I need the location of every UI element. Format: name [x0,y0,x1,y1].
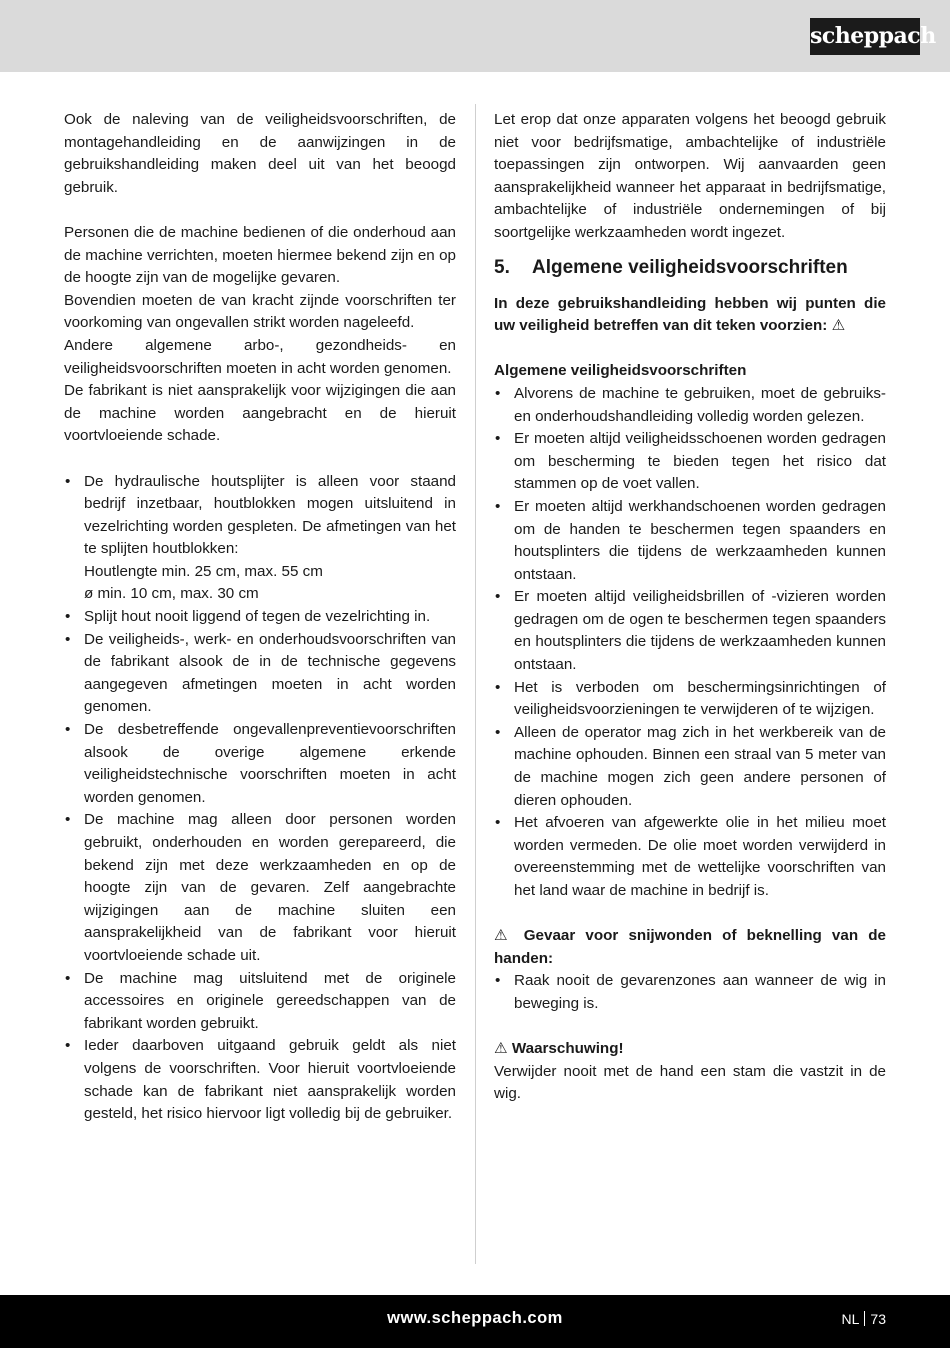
list-item: • De machine mag uitsluitend met de originele accessoires en originele gereedschappen van de fabrikant worden gebruikt. [64,968,456,1036]
list-item: • Alleen de operator mag zich in het werkbereik van de machine ophouden. Binnen een straal van 5 meter van de machine mogen zich geen andere personen of dieren ophouden. [494,722,886,812]
paragraph: Let erop dat onze apparaten volgens het beoogd gebruik niet voor bedrijfsmatige, ambachtelijke of industriële toepassingen zijn ontworpen. Wij aanvaarden geen aansprakelijkheid wanneer het apparaat in bedrijfsmatige, ambachtelijke of industriële ondernemingen of bij soortgelijke werkzaamheden wordt ingezet. [494,111,886,241]
list-item: • Er moeten altijd werkhandschoenen worden gedragen om de handen te beschermen tegen spaanders en houtsplinters die tijdens de werkzaamheden kunnen ontstaan. [494,496,886,586]
right-column [494,109,886,1106]
warning-triangle-icon: ⚠ [494,927,514,945]
warning-triangle-icon: ⚠ [494,1040,508,1058]
column-divider [475,104,476,1264]
left-column [64,109,456,1126]
list-item: • De machine mag alleen door personen worden gebruikt, onderhouden en worden gerepareerd, die bekend zijn met deze werkzaamheden en op de hoogte zijn van de gevaren. Zelf aangebrachte wijzigingen aan de machine sluiten een aansprakelijkheid van de fabrikant voor hieruit voortvloeiende schade uit. [64,809,456,967]
section-number: 5. [494,256,510,278]
list-item: • Ieder daarboven uitgaand gebruik geldt als niet volgens de voorschriften. Voor hieruit voortvloeiende schade kan de fabrikant niet aansprakelijk worden gesteld, het risico hiervoor ligt volledig bij de gebruiker. [64,1035,456,1125]
safety-intro: In deze gebruikshandleiding hebben wij punten die uw veiligheid betreffen van dit teken voorzien: ⚠ [494,294,886,335]
list-item: • Raak nooit de gevarenzones aan wanneer de wig in beweging is. [494,970,886,1015]
list-item: • Alvorens de machine te gebruiken, moet de gebruiks- en onderhoudshandleiding volledig worden gelezen. [494,383,886,428]
page-number: 73 [870,1311,886,1327]
paragraph: Personen die de machine bedienen of die onderhoud aan de machine verrichten, moeten hiermee bekend zijn en op de hoogte zijn van de mogelijke gevaren. [64,223,456,287]
subheading: Algemene veiligheidsvoorschriften [494,362,747,380]
warning-triangle-icon: ⚠ [831,317,846,335]
list-item: • Er moeten altijd veiligheidsbrillen of -vizieren worden gedragen om de ogen te beschermen tegen spaanders en houtsplinters die tijdens de werkzaamheden kunnen ontstaan. [494,586,886,676]
safety-list [494,383,886,903]
footer-bar [0,1295,950,1348]
warning-heading: ⚠ Gevaar voor snijwonden of beknelling van de handen: [494,927,886,967]
scheppach-logo: scheppach [810,18,920,55]
list-item: • Splijt hout nooit liggend of tegen de vezelrichting in. [64,606,456,629]
section-title: Algemene veiligheidsvoorschriften [532,256,848,278]
paragraph: De fabrikant is niet aansprakelijk voor wijzigingen die aan de machine worden aangebracht en de hieruit voortvloeiende schade. [64,382,456,445]
paragraph: Ook de naleving van de veiligheidsvoorschriften, de montagehandleiding en de aanwijzingen in de gebruikshandleiding maken deel uit van het beoogd gebruik. [64,111,456,196]
list-item: • Het afvoeren van afgewerkte olie in het milieu moet worden vermeden. De olie moet worden verwijderd in overeenstemming met de wettelijke voorschriften van het land waar de machine in bedrijf is. [494,812,886,902]
section-heading [494,255,886,281]
page-info [842,1311,886,1327]
header-bar [0,0,950,72]
warning-heading: ⚠ Waarschuwing! [494,1040,624,1058]
language-code: NL [841,1311,860,1327]
warning-list [494,970,886,1015]
paragraph: Andere algemene arbo-, gezondheids- en veiligheidsvoorschriften moeten in acht worden genomen. [64,336,456,377]
website-url: www.scheppach.com [387,1309,563,1327]
list-item: • De veiligheids-, werk- en onderhoudsvoorschriften van de fabrikant alsook de in de technische gegevens aangegeven afmetingen moeten in acht worden genomen. [64,629,456,719]
paragraph: Verwijder nooit met de hand een stam die vastzit in de wig. [494,1062,886,1103]
list-item: • Er moeten altijd veiligheidsschoenen worden gedragen om bescherming te bieden tegen het risico dat stammen op de voet vallen. [494,428,886,496]
list-item: • Het is verboden om beschermingsinrichtingen of veiligheidsvoorzieningen te verwijderen of te wijzigen. [494,677,886,722]
list-item: • De hydraulische houtsplijter is alleen voor staand bedrijf inzetbaar, houtblokken mogen uitsluitend in vezelrichting worden gespleten. De afmetingen van het te splijten houtblokken: Houtlengte min. 25 cm, max. 55 cm ø min. 10 cm, max. 30 cm [64,471,456,607]
usage-list [64,471,456,1126]
list-item: • De desbetreffende ongevallenpreventievoorschriften alsook de overige algemene erkende veiligheidstechnische voorschriften moeten in acht worden genomen. [64,719,456,809]
paragraph: Bovendien moeten de van kracht zijnde voorschriften ter voorkoming van ongevallen strikt worden nageleefd. [64,291,456,332]
